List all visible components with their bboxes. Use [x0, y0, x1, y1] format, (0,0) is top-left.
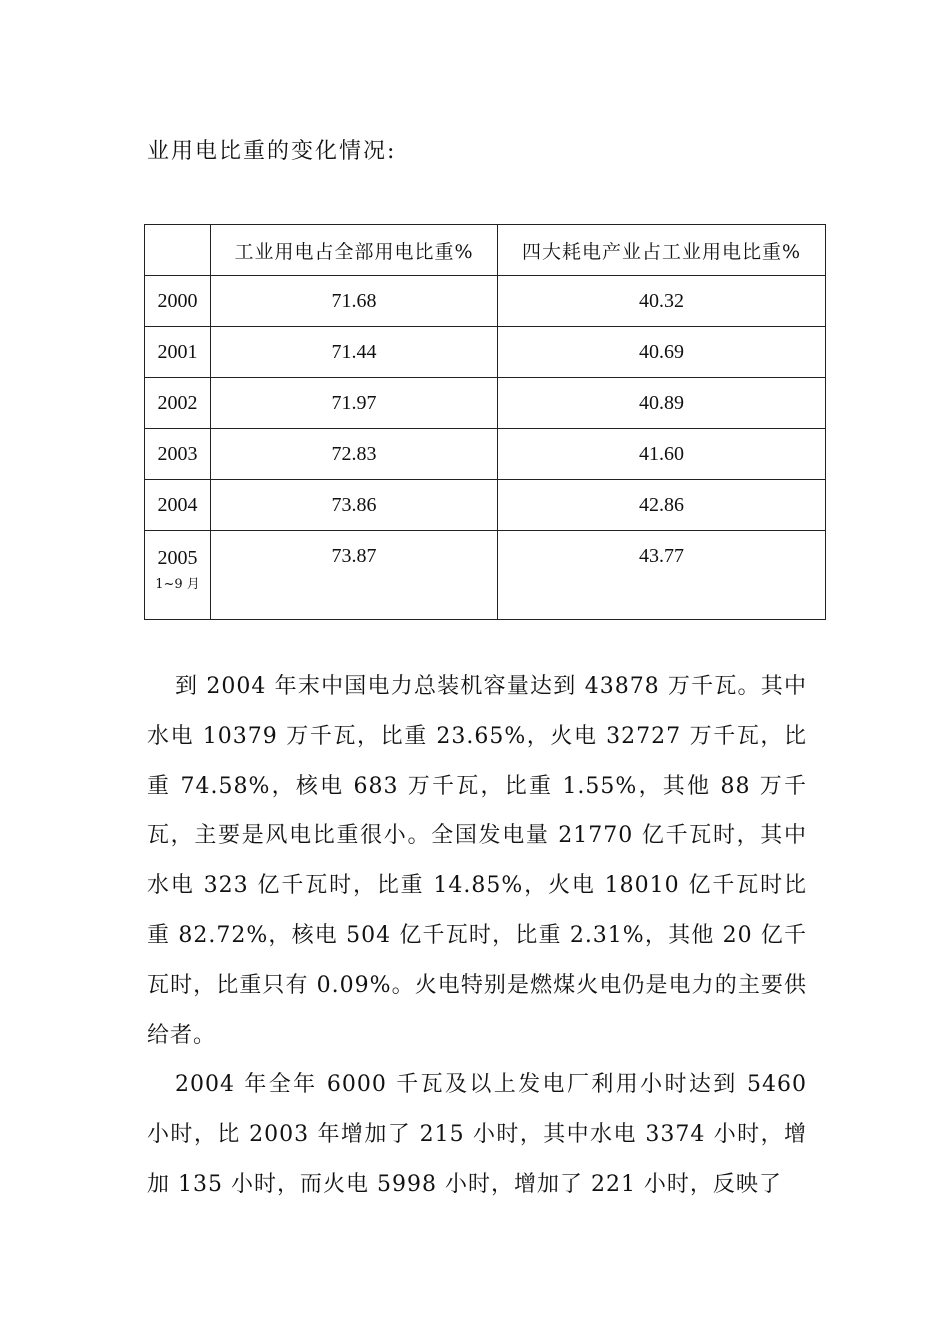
table-header-row	[145, 225, 826, 276]
row-year: 2000	[145, 276, 211, 327]
table-row	[145, 327, 826, 378]
row-year: 2002	[145, 378, 211, 429]
row-year: 2001	[145, 327, 211, 378]
row-year: 2005	[157, 547, 198, 569]
row-industrial-share: 71.44	[211, 327, 498, 378]
electricity-share-table	[144, 224, 826, 620]
table-row	[145, 531, 826, 620]
row-four-industries-share: 40.89	[498, 378, 826, 429]
row-four-industries-share: 43.77	[498, 531, 826, 620]
intro-line: 业用电比重的变化情况:	[147, 139, 397, 164]
row-year-note: 1~9 月	[155, 577, 200, 592]
paragraph-utilization: 2004 年全年 6000 千瓦及以上发电厂利用小时达到 5460 小时，比 2003 年增加了 215 小时，其中水电 3374 小时，增加 135 小时，而火电 5998 小时，增加了 221 小时，反映了	[147, 1072, 807, 1197]
row-year: 2004	[145, 480, 211, 531]
header-industrial-share: 工业用电占全部用电比重%	[211, 225, 498, 276]
header-four-industries-share: 四大耗电产业占工业用电比重%	[498, 225, 826, 276]
table-row	[145, 429, 826, 480]
table-row	[145, 480, 826, 531]
paragraph-capacity: 到 2004 年末中国电力总装机容量达到 43878 万千瓦。其中水电 10379 万千瓦，比重 23.65%，火电 32727 万千瓦，比重 74.58%，核电 683 万千瓦，比重 1.55%，其他 88 万千瓦，主要是风电比重很小。全国发电量 21770 亿千瓦时，其中水电 323 亿千瓦时，比重 14.85%，火电 18010 亿千瓦时比重 82.72%，核电 504 亿千瓦时，比重 2.31%，其他 20 亿千瓦时，比重只有 0.09%。火电特别是燃煤火电仍是电力的主要供给者。	[147, 674, 807, 1048]
table-row	[145, 276, 826, 327]
row-four-industries-share: 42.86	[498, 480, 826, 531]
row-four-industries-share: 40.69	[498, 327, 826, 378]
row-year: 2003	[145, 429, 211, 480]
row-industrial-share: 73.86	[211, 480, 498, 531]
row-industrial-share: 71.97	[211, 378, 498, 429]
row-industrial-share: 72.83	[211, 429, 498, 480]
header-year	[145, 225, 211, 276]
table-row	[145, 378, 826, 429]
row-four-industries-share: 41.60	[498, 429, 826, 480]
row-industrial-share: 73.87	[211, 531, 498, 620]
row-industrial-share: 71.68	[211, 276, 498, 327]
row-year-cell	[145, 531, 211, 620]
row-four-industries-share: 40.32	[498, 276, 826, 327]
body-text	[147, 662, 807, 1210]
